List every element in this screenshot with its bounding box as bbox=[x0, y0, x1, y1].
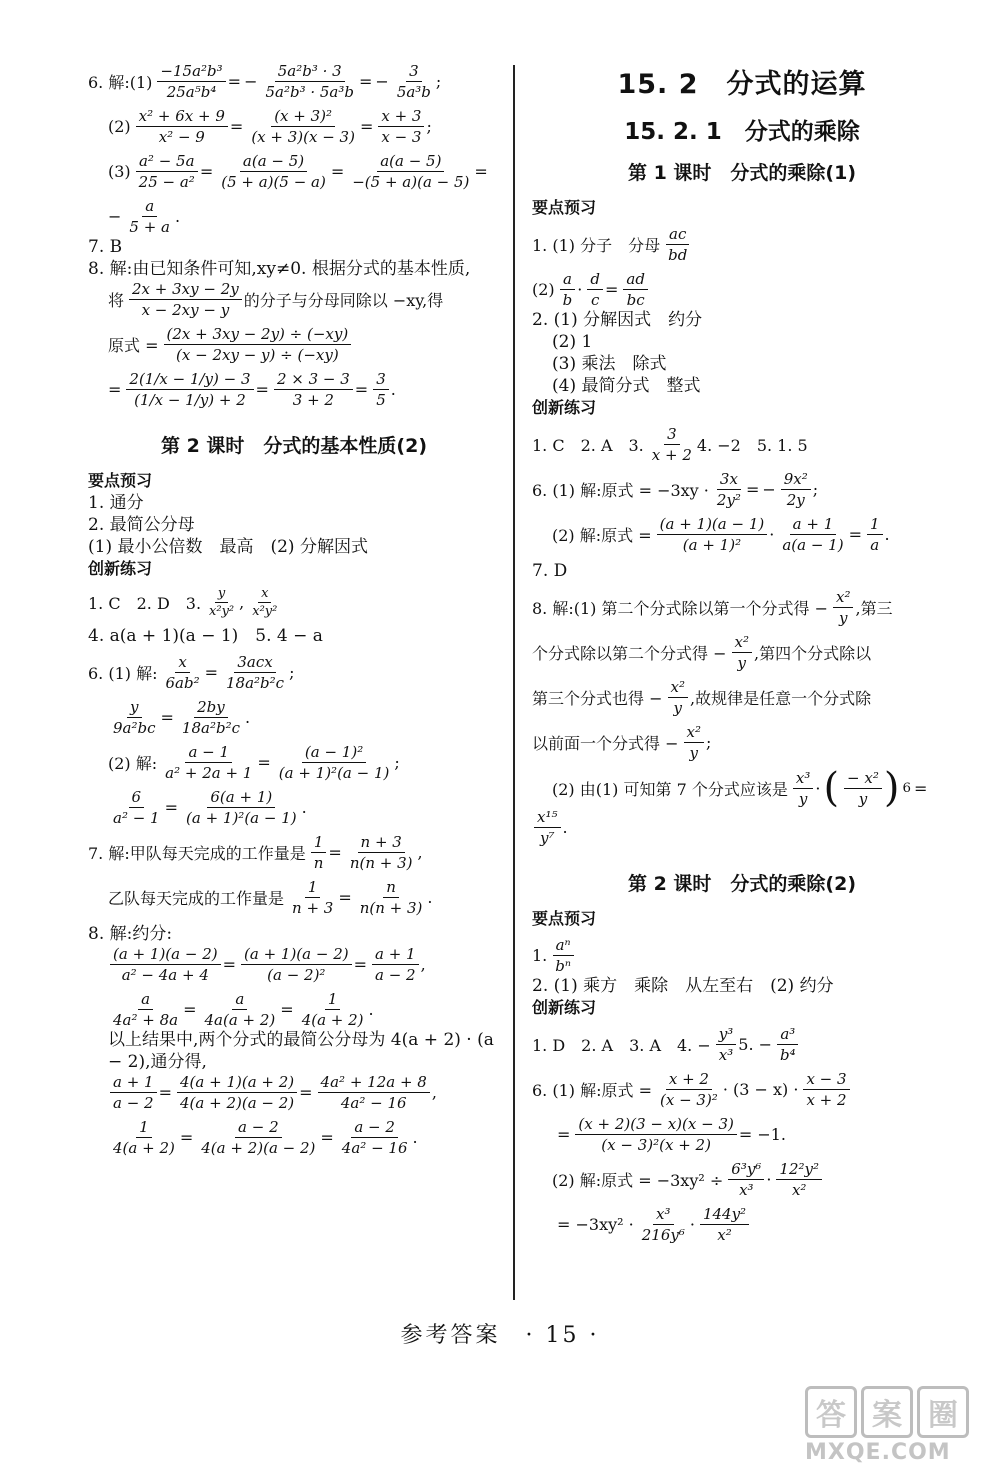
q6-label: 6. 解:(1) bbox=[88, 73, 153, 92]
c7-line2: 乙队每天完成的工作量是 $\frac{1}{n + 3}$ = $\frac{n}{n(n + 3)}$ . bbox=[108, 878, 433, 917]
fraction: $\frac{4(a + 1)(a + 2)}{4(a + 2)(a - 2)}$ bbox=[177, 1073, 297, 1112]
fraction: $\frac{\text{5a²b³ · 3}}{\text{5a²b³ · 5a³b}}$ bbox=[265, 62, 354, 101]
q8-line3: 原式 = $\frac{(2x + 3xy - 2y) \div (-xy)}{(x - 2xy - y) \div (-xy)}$ bbox=[88, 325, 500, 364]
fraction: $\frac{ac}{bd}$ bbox=[665, 225, 690, 264]
r-c8-line2: 个分式除以第二个分式得 − $\frac{\text{x²}}{y}$ ,第四个分式除以 bbox=[532, 633, 872, 672]
p2c-line: (3) 乘法 除式 bbox=[552, 354, 667, 374]
fraction: $\frac{a - 2}{\text{4a² − 16}}$ bbox=[341, 1118, 408, 1157]
fraction: $\frac{\text{aⁿ}}{\text{bⁿ}}$ bbox=[552, 936, 574, 975]
p2d-line: (4) 最简分式 整式 bbox=[552, 376, 701, 396]
fraction: $\frac{d}{c}$ bbox=[587, 270, 603, 309]
fraction: $\frac{\text{(x + 3)²}}{(x + 3)(x - 3)}$ bbox=[251, 107, 355, 146]
fraction: $\frac{y}{\text{9a²bc}}$ bbox=[113, 698, 156, 737]
fraction: $\frac{y}{\text{x²y²}}$ bbox=[209, 586, 235, 619]
r-c6a-line: 6. (1) 解:原式 = −3xy · $\frac{3x}{\text{2y²}}$ = − $\frac{\text{9x²}}{2y}$ ; bbox=[532, 470, 819, 509]
r-c8-line4: 以前面一个分式得 − $\frac{\text{x²}}{y}$ ; bbox=[532, 723, 712, 762]
fraction: $\frac{\text{12²y²}}{\text{x²}}$ bbox=[776, 1160, 822, 1199]
fraction: $\frac{a + 1}{a - 2}$ bbox=[110, 1073, 157, 1112]
fraction: $\frac{a + 1}{a(a - 1)}$ bbox=[782, 515, 844, 554]
fraction: $\frac{\text{x²}}{y}$ bbox=[732, 633, 752, 672]
fraction: $\frac{(x + 2)(3 - x)(x - 3)}{\text{(x − 3)²(x + 2)}}$ bbox=[575, 1115, 736, 1154]
c8-line4: $\frac{1}{4(a + 2)}$ = $\frac{a - 2}{4(a + 2)(a - 2)}$ = $\frac{a - 2}{\text{4a² − 16}}$ . bbox=[88, 1118, 500, 1157]
fraction: $\frac{a - 2}{4(a + 2)(a - 2)}$ bbox=[201, 1118, 316, 1157]
watermark-char: 圈 bbox=[917, 1386, 969, 1438]
fraction: $\frac{\text{x²}}{y}$ bbox=[833, 588, 853, 627]
point-3: (1) 最小公倍数 最高 (2) 分解因式 bbox=[88, 537, 368, 557]
fraction: $\frac{\text{x¹⁵}}{\text{y⁷}}$ bbox=[534, 808, 561, 847]
fraction: $\frac{(2x + 3xy - 2y) \div (-xy)}{(x - 2xy - y) \div (-xy)}$ bbox=[164, 325, 352, 364]
c7-line1: 7. 解:甲队每天完成的工作量是 $\frac{1}{n}$ = $\frac{n + 3}{n(n + 3)}$ , bbox=[88, 833, 423, 872]
fraction: $\frac{1}{a}$ bbox=[867, 515, 883, 554]
c8-line3: $\frac{a + 1}{a - 2}$ = $\frac{4(a + 1)(a + 2)}{4(a + 2)(a - 2)}$ = $\frac{\text{4a² + 12a + 8}}{\text{4a² − 16}}$ , bbox=[88, 1073, 500, 1112]
fraction: $\frac{a + 1}{a - 2}$ bbox=[372, 945, 419, 984]
r6-line4: = −3xy² · $\frac{\text{x³}}{\text{216y⁶}}$ · $\frac{\text{144y²}}{\text{x²}}$ bbox=[532, 1205, 952, 1244]
watermark-char: 案 bbox=[861, 1386, 913, 1438]
p2-line: 2. (1) 分解因式 约分 bbox=[532, 310, 703, 330]
fraction: $\frac{x + 2}{\text{(x − 3)²}}$ bbox=[660, 1070, 718, 1109]
c8-text1: 以上结果中,两个分式的最简公分母为 4(a + 2) · (a bbox=[108, 1030, 494, 1050]
section-heading: 要点预习 bbox=[532, 909, 597, 928]
c8-text2: − 2),通分得, bbox=[108, 1052, 207, 1072]
section-heading: 创新练习 bbox=[532, 998, 597, 1017]
point-1: 1. 通分 bbox=[88, 493, 144, 513]
subsection-title: 15. 2. 1 分式的乘除 bbox=[624, 119, 860, 145]
q6c-line: (3) $\frac{\text{a² − 5a}}{\text{25 − a²}}$ = $\frac{a(a - 5)}{(5 + a)(5 - a)}$ = $\frac{a(a - 5)}{-(5 + a)(a - 5)}$ = bbox=[108, 152, 488, 191]
q8-line2: 将 $\frac{2x + 3xy - 2y}{x - 2xy - y}$ 的分子与分母同除以 −xy,得 bbox=[108, 280, 444, 319]
fraction: $\frac{1}{4(a + 2)}$ bbox=[113, 1118, 175, 1157]
fraction: $\frac{(a + 1)(a - 1)}{\text{(a + 1)²}}$ bbox=[657, 515, 768, 554]
section-heading: 要点预习 bbox=[88, 471, 153, 490]
q8-line4: = $\frac{2(1/x - 1/y) - 3}{(1/x - 1/y) + 2}$ = $\frac{2 \times 3 - 3}{3 + 2}$ = $\frac{3}{5}$ . bbox=[108, 370, 396, 409]
answers-1-5: 1. C 2. A 3. $\frac{3}{x + 2}$ 4. −2 5. 1. 5 bbox=[532, 425, 808, 464]
fraction: $\frac{6(a + 1)}{\text{(a + 1)²(a − 1)}}$ bbox=[186, 788, 297, 827]
r6-line1: 6. (1) 解:原式 = $\frac{x + 2}{\text{(x − 3)²}}$ · (3 − x) · $\frac{x - 3}{x + 2}$ bbox=[532, 1070, 952, 1109]
watermark-char: 答 bbox=[805, 1386, 857, 1438]
fraction: $\frac{a}{\text{4a² + 8a}}$ bbox=[113, 990, 179, 1029]
fraction: $\frac{\text{− x²}}{y}$ bbox=[844, 769, 882, 808]
fraction: $\frac{2x + 3xy - 2y}{x - 2xy - y}$ bbox=[129, 280, 242, 319]
fraction: $\frac{x}{\text{6ab²}}$ bbox=[165, 653, 200, 692]
exponent: 6 bbox=[902, 780, 911, 796]
fraction: $\frac{\text{x²}}{y}$ bbox=[668, 678, 688, 717]
c6-line1: 6. (1) 解: $\frac{x}{\text{6ab²}}$ = $\frac{\text{3acx}}{\text{18a²b²c}}$ ; bbox=[88, 653, 295, 692]
p1b-line: (2) $\frac{a}{b}$ · $\frac{d}{c}$ = $\frac{ad}{bc}$ bbox=[532, 270, 952, 309]
r6-line3: (2) 解:原式 = −3xy² ÷ $\frac{\text{6³y⁶}}{\text{x³}}$ · $\frac{\text{12²y²}}{\text{x²}}$ bbox=[532, 1160, 952, 1199]
fraction: $\frac{\text{4a² + 12a + 8}}{\text{4a² − 16}}$ bbox=[318, 1073, 430, 1112]
c8-line1: $\frac{(a + 1)(a - 2)}{\text{a² − 4a + 4}}$ = $\frac{(a + 1)(a - 2)}{\text{(a − 2)²}}$ = $\frac{a + 1}{a - 2}$ , bbox=[88, 945, 500, 984]
r-c8-line1: 8. 解:(1) 第二个分式除以第一个分式得 − $\frac{\text{x²}}{y}$ ,第三 bbox=[532, 588, 893, 627]
lesson-title: 第 2 课时 分式的基本性质(2) bbox=[160, 435, 428, 457]
r6-line2: = $\frac{(x + 2)(3 - x)(x - 3)}{\text{(x − 3)²(x + 2)}}$ = −1. bbox=[557, 1115, 787, 1154]
fraction: $\frac{x}{\text{x²y²}}$ bbox=[252, 586, 278, 619]
section-heading: 创新练习 bbox=[532, 398, 597, 417]
fraction: $\frac{a}{b}$ bbox=[560, 270, 576, 309]
fraction: $\frac{\text{144y²}}{\text{x²}}$ bbox=[700, 1205, 749, 1244]
fraction: $\frac{\text{(a − 1)²}}{\text{(a + 1)²(a − 1)}}$ bbox=[278, 743, 390, 782]
fraction: $\frac{a}{4a(a + 2)}$ bbox=[204, 990, 276, 1029]
fraction: $\frac{\text{a² − 5a}}{\text{25 − a²}}$ bbox=[136, 152, 198, 191]
r-c8-line6: $\frac{\text{x¹⁵}}{\text{y⁷}}$ . bbox=[532, 808, 952, 847]
fraction: $\frac{3}{\text{5a³b}}$ bbox=[396, 62, 431, 101]
r-c8-line3: 第三个分式也得 − $\frac{\text{x²}}{y}$ ,故规律是任意一个分式除 bbox=[532, 678, 872, 717]
fraction: $\frac{a - 1}{\text{a² + 2a + 1}}$ bbox=[165, 743, 253, 782]
p1-line: 1. (1) 分子 分母 $\frac{ac}{bd}$ bbox=[532, 225, 952, 264]
c6-line3: (2) 解: $\frac{a - 1}{\text{a² + 2a + 1}}$ = $\frac{\text{(a − 1)²}}{\text{(a + 1)²(a − 1)}}$ ; bbox=[108, 743, 400, 782]
fraction: $\frac{n}{n(n + 3)}$ bbox=[359, 878, 423, 917]
fraction: $\frac{3}{x + 2}$ bbox=[651, 425, 692, 464]
answers-1-3: 1. C 2. D 3. $\frac{y}{\text{x²y²}}$ , $\frac{x}{\text{x²y²}}$ bbox=[88, 586, 500, 619]
q6b-line: (2) $\frac{\text{x² + 6x + 9}}{\text{x² − 9}}$ = $\frac{\text{(x + 3)²}}{(x + 3)(x - 3)}$ = $\frac{x + 3}{x - 3}$ ; bbox=[108, 107, 432, 146]
fraction: $\frac{2 \times 3 - 3}{3 + 2}$ bbox=[274, 370, 353, 409]
fraction: $\frac{ad}{bc}$ bbox=[623, 270, 648, 309]
c8-line2: $\frac{a}{\text{4a² + 8a}}$ = $\frac{a}{4a(a + 2)}$ = $\frac{1}{4(a + 2)}$ . bbox=[88, 990, 500, 1029]
fraction: $\frac{x + 3}{x - 3}$ bbox=[378, 107, 424, 146]
fraction: $\frac{\text{−15a²b³}}{\text{25a⁵b⁴}}$ bbox=[157, 62, 225, 101]
c6-line4: $\frac{6}{\text{a² − 1}}$ = $\frac{6(a + 1)}{\text{(a + 1)²(a − 1)}}$ . bbox=[88, 788, 500, 827]
q6c-result: − $\frac{a}{5 + a}$ . bbox=[108, 197, 181, 236]
fraction: $\frac{n + 3}{n(n + 3)}$ bbox=[349, 833, 413, 872]
watermark-logo bbox=[805, 1386, 980, 1466]
fraction: $\frac{\text{x²}}{y}$ bbox=[684, 723, 704, 762]
fraction: $\frac{3x}{\text{2y²}}$ bbox=[716, 470, 741, 509]
fraction: $\frac{a(a - 5)}{(5 + a)(5 - a)}$ bbox=[221, 152, 326, 191]
fraction: $\frac{x - 3}{x + 2}$ bbox=[803, 1070, 849, 1109]
fraction: $\frac{2by}{\text{18a²b²c}}$ bbox=[181, 698, 240, 737]
lesson-title: 第 2 课时 分式的乘除(2) bbox=[627, 873, 857, 895]
r-c7: 7. D bbox=[532, 561, 568, 581]
p2b-line: (2) 1 bbox=[552, 332, 593, 352]
fraction: $\frac{(a + 1)(a - 2)}{\text{(a − 2)²}}$ bbox=[241, 945, 352, 984]
column-divider bbox=[513, 65, 515, 1300]
fraction: $\frac{3}{5}$ bbox=[373, 370, 389, 409]
fraction: $\frac{\text{6³y⁶}}{\text{x³}}$ bbox=[728, 1160, 764, 1199]
q1-line: 1. $\frac{\text{aⁿ}}{\text{bⁿ}}$ bbox=[532, 936, 952, 975]
section-heading: 创新练习 bbox=[88, 559, 153, 578]
q2-line: 2. (1) 乘方 乘除 从左至右 (2) 约分 bbox=[532, 976, 834, 996]
q7-answer: 7. B bbox=[88, 237, 123, 257]
c6-line2: $\frac{y}{\text{9a²bc}}$ = $\frac{2by}{\text{18a²b²c}}$ . bbox=[88, 698, 500, 737]
fraction: $\frac{1}{n}$ bbox=[311, 833, 327, 872]
r-c8-line5: (2) 由(1) 可知第 7 个分式应该是 $\frac{\text{x³}}{y}$ · ( $\frac{\text{− x²}}{y}$ ) 6 = bbox=[552, 765, 928, 811]
fraction: $\frac{\text{a³}}{\text{b⁴}}$ bbox=[777, 1025, 799, 1064]
fraction: $\frac{a}{5 + a}$ bbox=[129, 197, 170, 236]
fraction: $\frac{\text{x³}}{y}$ bbox=[793, 769, 813, 808]
fraction: $\frac{\text{x³}}{\text{216y⁶}}$ bbox=[641, 1205, 685, 1244]
section-title: 15. 2 分式的运算 bbox=[617, 69, 867, 100]
fraction: $\frac{\text{9x²}}{2y}$ bbox=[781, 470, 811, 509]
page-footer: 参考答案 · 15 · bbox=[400, 1323, 600, 1348]
fraction: $\frac{1}{4(a + 2)}$ bbox=[301, 990, 364, 1029]
r-answers-1-5: 1. D 2. A 3. A 4. − $\frac{\text{y³}}{\text{x³}}$ 5. − $\frac{\text{a³}}{\text{b⁴}}$ bbox=[532, 1025, 952, 1064]
q8-line1: 8. 解:由已知条件可知,xy≠0. 根据分式的基本性质, bbox=[88, 259, 471, 279]
answers-4-5: 4. a(a + 1)(a − 1) 5. 4 − a bbox=[88, 626, 323, 646]
point-2: 2. 最简公分母 bbox=[88, 515, 195, 535]
fraction: $\frac{2(1/x - 1/y) - 3}{(1/x - 1/y) + 2}$ bbox=[126, 370, 253, 409]
fraction: $\frac{a(a - 5)}{-(5 + a)(a - 5)}$ bbox=[352, 152, 470, 191]
q6-line1: 6. 解:(1) $\frac{\text{−15a²b³}}{\text{25a⁵b⁴}}$ = − $\frac{\text{5a²b³ · 3}}{\text{5a²b³ · 5a³b}}$ = − $\frac{3}{\text{5a³b}}$ ; bbox=[88, 62, 442, 101]
c8-label: 8. 解:约分: bbox=[88, 924, 173, 944]
lesson-title: 第 1 课时 分式的乘除(1) bbox=[627, 162, 857, 184]
fraction: $\frac{\text{y³}}{\text{x³}}$ bbox=[716, 1025, 737, 1064]
fraction: $\frac{6}{\text{a² − 1}}$ bbox=[113, 788, 160, 827]
fraction: $\frac{(a + 1)(a - 2)}{\text{a² − 4a + 4}}$ bbox=[110, 945, 221, 984]
section-heading: 要点预习 bbox=[532, 198, 597, 217]
left-column bbox=[88, 62, 500, 1157]
fraction: $\frac{\text{3acx}}{\text{18a²b²c}}$ bbox=[226, 653, 285, 692]
fraction: $\frac{\text{x² + 6x + 9}}{\text{x² − 9}}$ bbox=[136, 107, 228, 146]
right-column bbox=[532, 62, 952, 1244]
r-c6b-line: (2) 解:原式 = $\frac{(a + 1)(a - 1)}{\text{(a + 1)²}}$ · $\frac{a + 1}{a(a - 1)}$ = $\frac{1}{a}$ . bbox=[552, 515, 890, 554]
watermark-url: MXQE.COM bbox=[805, 1440, 951, 1465]
fraction: $\frac{1}{n + 3}$ bbox=[292, 878, 334, 917]
